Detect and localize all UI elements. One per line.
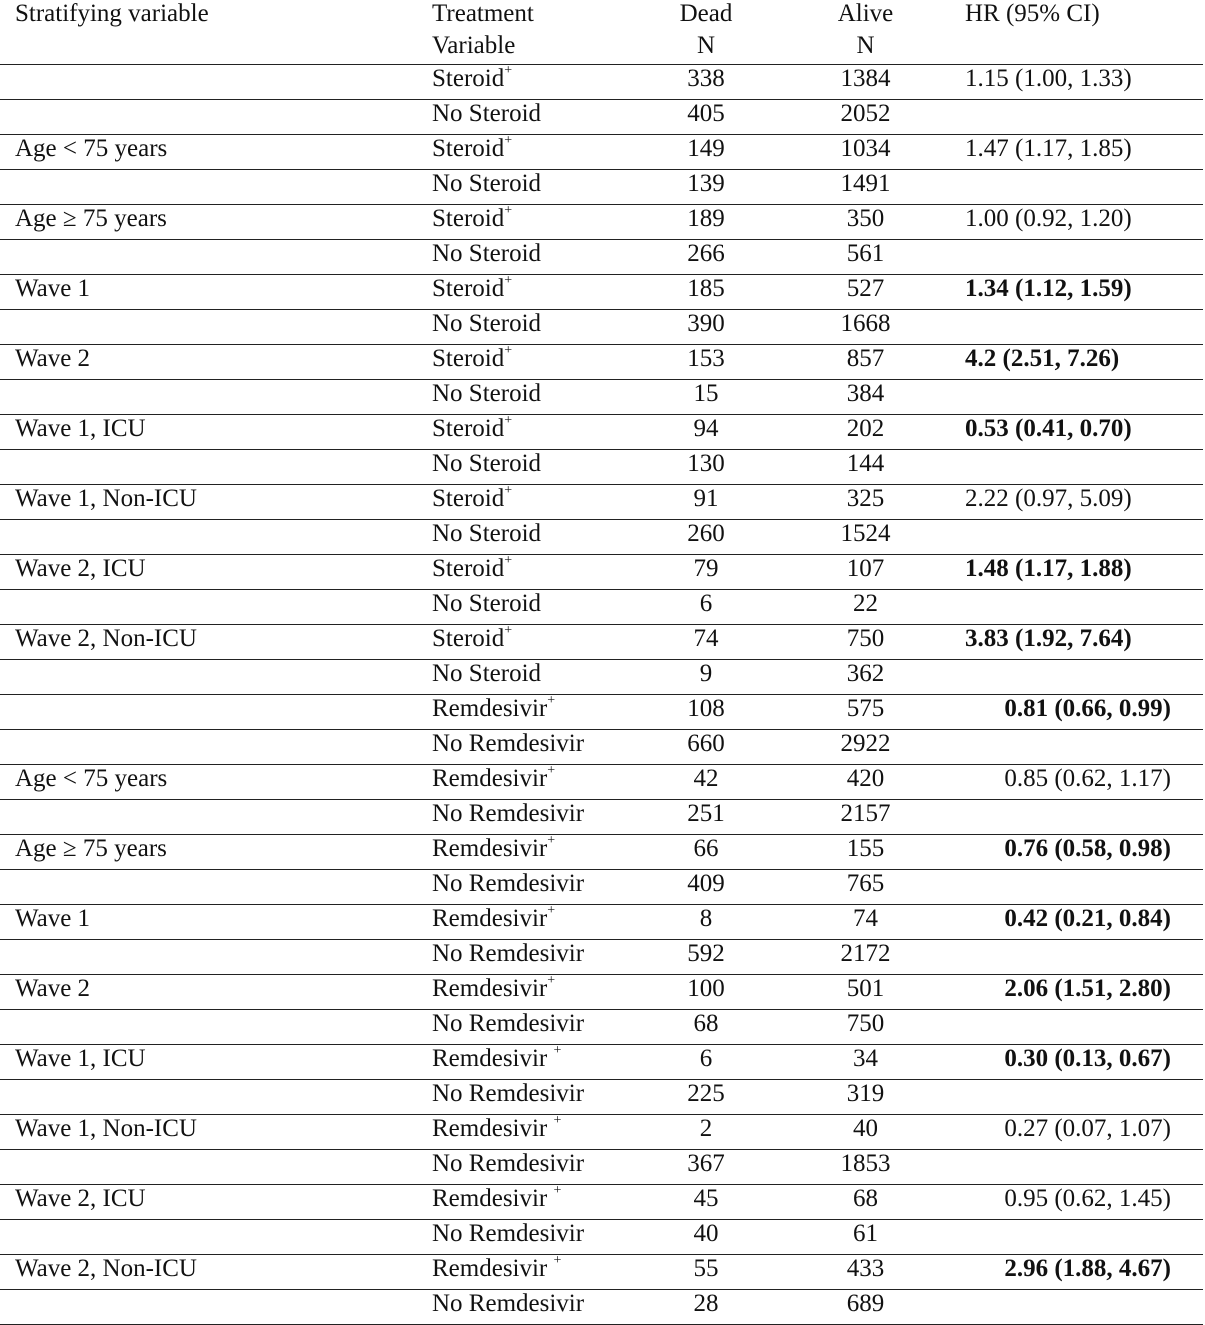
- alive-count-cell: 420: [769, 765, 962, 800]
- stratifying-variable-cell: Age < 75 years: [0, 135, 432, 170]
- treatment-variable-cell: [432, 1255, 643, 1290]
- treatment-superscript: +: [504, 134, 513, 148]
- alive-count-cell: 1524: [769, 520, 962, 555]
- hazard-ratio-cell: 1.15 (1.00, 1.33): [962, 65, 1203, 100]
- hazard-ratio-cell: [962, 1080, 1203, 1115]
- dead-count-cell: 130: [643, 450, 769, 485]
- header-hazard-ratio: HR (95% CI): [965, 0, 1100, 27]
- treatment-name: Steroid: [432, 485, 505, 512]
- dead-count-cell: 149: [643, 135, 769, 170]
- hazard-ratio-cell: 2.22 (0.97, 5.09): [962, 485, 1203, 520]
- treatment-variable-cell: [432, 1290, 643, 1325]
- alive-count-cell: 1853: [769, 1150, 962, 1185]
- alive-count-cell: 68: [769, 1185, 962, 1220]
- treatment-superscript: +: [504, 414, 513, 428]
- treatment-name: No Remdesivir: [432, 730, 585, 757]
- table-body: [0, 65, 1203, 1325]
- alive-count-cell: 2172: [769, 940, 962, 975]
- dead-count-cell: 405: [643, 100, 769, 135]
- treatment-superscript: +: [504, 274, 513, 288]
- hazard-ratio-cell: [962, 380, 1203, 415]
- dead-count-cell: 68: [643, 1010, 769, 1045]
- hazard-ratio-cell: [962, 800, 1203, 835]
- table-row: [0, 1080, 1203, 1115]
- stratifying-variable-cell: Wave 1, ICU: [0, 1045, 432, 1080]
- alive-count-cell: 40: [769, 1115, 962, 1150]
- hazard-ratio-cell: [962, 1010, 1203, 1045]
- dead-count-cell: 94: [643, 415, 769, 450]
- treatment-superscript: +: [553, 1044, 562, 1058]
- alive-count-cell: 155: [769, 835, 962, 870]
- treatment-name: Steroid: [432, 205, 505, 232]
- treatment-name: Remdesivir: [432, 905, 548, 932]
- table-row: [0, 695, 1203, 730]
- treatment-variable-cell: [432, 590, 643, 625]
- stratifying-variable-cell: [0, 940, 432, 975]
- stratifying-variable-cell: [0, 695, 432, 730]
- stratifying-variable-cell: [0, 590, 432, 625]
- dead-count-cell: 74: [643, 625, 769, 660]
- table-row: [0, 730, 1203, 765]
- dead-count-cell: 100: [643, 975, 769, 1010]
- treatment-name: No Remdesivir: [432, 1080, 585, 1107]
- treatment-variable-cell: [432, 975, 643, 1010]
- table-row: [0, 835, 1203, 870]
- table-header: [0, 0, 1203, 65]
- hazard-ratio-cell: 0.76 (0.58, 0.98): [962, 835, 1203, 870]
- dead-count-cell: 260: [643, 520, 769, 555]
- treatment-superscript: +: [504, 484, 513, 498]
- stratifying-variable-cell: [0, 520, 432, 555]
- table-row: [0, 65, 1203, 100]
- treatment-name: Steroid: [432, 135, 505, 162]
- treatment-variable-cell: [432, 800, 643, 835]
- treatment-name: No Remdesivir: [432, 800, 585, 827]
- alive-count-cell: 527: [769, 275, 962, 310]
- treatment-variable-cell: [432, 100, 643, 135]
- hazard-ratio-cell: 3.83 (1.92, 7.64): [962, 625, 1203, 660]
- table-row: [0, 800, 1203, 835]
- treatment-name: Steroid: [432, 625, 505, 652]
- hazard-ratio-cell: [962, 520, 1203, 555]
- stratifying-variable-cell: Wave 2, Non-ICU: [0, 1255, 432, 1290]
- treatment-name: No Remdesivir: [432, 870, 585, 897]
- table-row: [0, 275, 1203, 310]
- dead-count-cell: 2: [643, 1115, 769, 1150]
- dead-count-cell: 55: [643, 1255, 769, 1290]
- header-empty-cell: [0, 32, 432, 65]
- treatment-superscript: +: [504, 624, 513, 638]
- alive-count-cell: 765: [769, 870, 962, 905]
- treatment-name: Steroid: [432, 65, 505, 92]
- stratifying-variable-cell: [0, 730, 432, 765]
- treatment-variable-cell: [432, 1080, 643, 1115]
- hazard-ratio-cell: [962, 870, 1203, 905]
- table-row: [0, 1220, 1203, 1255]
- treatment-variable-cell: [432, 170, 643, 205]
- hazard-ratio-cell: [962, 170, 1203, 205]
- table-row: [0, 100, 1203, 135]
- table-row: [0, 1255, 1203, 1290]
- stratifying-variable-cell: [0, 65, 432, 100]
- header-stratifying-variable: Stratifying variable: [15, 0, 209, 27]
- table-row: [0, 1290, 1203, 1325]
- stratifying-variable-cell: Age < 75 years: [0, 765, 432, 800]
- header-treatment-variable-line1: Treatment: [432, 0, 534, 27]
- header-empty-cell: [962, 32, 1203, 65]
- treatment-superscript: +: [547, 694, 556, 708]
- treatment-superscript: +: [504, 554, 513, 568]
- stratifying-variable-cell: Wave 2: [0, 345, 432, 380]
- stratifying-variable-cell: Wave 1: [0, 275, 432, 310]
- treatment-name: No Steroid: [432, 590, 542, 617]
- alive-count-cell: 22: [769, 590, 962, 625]
- table-row: [0, 660, 1203, 695]
- dead-count-cell: 6: [643, 590, 769, 625]
- treatment-variable-cell: [432, 940, 643, 975]
- treatment-name: No Remdesivir: [432, 940, 585, 967]
- treatment-variable-cell: [432, 625, 643, 660]
- treatment-name: Remdesivir: [432, 1185, 554, 1212]
- header-alive-line2: N: [769, 32, 962, 65]
- treatment-variable-cell: [432, 870, 643, 905]
- treatment-variable-cell: [432, 660, 643, 695]
- treatment-superscript: +: [547, 764, 556, 778]
- table-row: [0, 485, 1203, 520]
- table-row: [0, 555, 1203, 590]
- dead-count-cell: 8: [643, 905, 769, 940]
- stratifying-variable-cell: [0, 1150, 432, 1185]
- treatment-variable-cell: [432, 1185, 643, 1220]
- table-row: [0, 205, 1203, 240]
- hazard-ratio-cell: 1.48 (1.17, 1.88): [962, 555, 1203, 590]
- alive-count-cell: 1491: [769, 170, 962, 205]
- alive-count-cell: 319: [769, 1080, 962, 1115]
- stratifying-variable-cell: Wave 2, ICU: [0, 1185, 432, 1220]
- stratifying-variable-cell: [0, 170, 432, 205]
- alive-count-cell: 107: [769, 555, 962, 590]
- treatment-name: Remdesivir: [432, 765, 548, 792]
- alive-count-cell: 575: [769, 695, 962, 730]
- treatment-name: Remdesivir: [432, 835, 548, 862]
- treatment-variable-cell: [432, 905, 643, 940]
- alive-count-cell: 750: [769, 1010, 962, 1045]
- alive-count-cell: 857: [769, 345, 962, 380]
- treatment-name: No Steroid: [432, 310, 542, 337]
- table-row: [0, 170, 1203, 205]
- hazard-ratio-cell: 1.47 (1.17, 1.85): [962, 135, 1203, 170]
- dead-count-cell: 139: [643, 170, 769, 205]
- treatment-name: No Steroid: [432, 520, 542, 547]
- dead-count-cell: 40: [643, 1220, 769, 1255]
- table-row: [0, 1115, 1203, 1150]
- treatment-variable-cell: [432, 1045, 643, 1080]
- treatment-superscript: +: [504, 344, 513, 358]
- treatment-name: Remdesivir: [432, 975, 548, 1002]
- hazard-ratio-cell: [962, 100, 1203, 135]
- table-row: [0, 975, 1203, 1010]
- stratifying-variable-cell: [0, 1290, 432, 1325]
- dead-count-cell: 225: [643, 1080, 769, 1115]
- alive-count-cell: 144: [769, 450, 962, 485]
- alive-count-cell: 34: [769, 1045, 962, 1080]
- treatment-variable-cell: [432, 1115, 643, 1150]
- treatment-name: Steroid: [432, 415, 505, 442]
- hazard-ratio-cell: [962, 310, 1203, 345]
- treatment-superscript: +: [504, 204, 513, 218]
- header-row-bottom: [0, 32, 1203, 65]
- hazard-ratio-cell: 0.53 (0.41, 0.70): [962, 415, 1203, 450]
- treatment-name: No Steroid: [432, 100, 542, 127]
- hazard-ratio-cell: 0.85 (0.62, 1.17): [962, 765, 1203, 800]
- table-row: [0, 345, 1203, 380]
- alive-count-cell: 325: [769, 485, 962, 520]
- treatment-variable-cell: [432, 485, 643, 520]
- treatment-variable-cell: [432, 765, 643, 800]
- stratifying-variable-cell: Wave 1, Non-ICU: [0, 485, 432, 520]
- treatment-variable-cell: [432, 415, 643, 450]
- table-row: [0, 415, 1203, 450]
- table-row: [0, 520, 1203, 555]
- stratifying-variable-cell: [0, 240, 432, 275]
- stratifying-variable-cell: Wave 1, ICU: [0, 415, 432, 450]
- stratifying-variable-cell: [0, 1220, 432, 1255]
- table-row: [0, 870, 1203, 905]
- dead-count-cell: 66: [643, 835, 769, 870]
- header-row-top: [0, 0, 1203, 32]
- table-row: [0, 625, 1203, 660]
- hazard-ratio-cell: [962, 1290, 1203, 1325]
- hazard-ratio-cell: [962, 660, 1203, 695]
- stratifying-variable-cell: [0, 310, 432, 345]
- header-dead-line2: N: [643, 32, 769, 65]
- treatment-superscript: +: [553, 1254, 562, 1268]
- alive-count-cell: 433: [769, 1255, 962, 1290]
- treatment-name: No Remdesivir: [432, 1290, 585, 1317]
- dead-count-cell: 592: [643, 940, 769, 975]
- stratifying-variable-cell: Wave 2: [0, 975, 432, 1010]
- hazard-ratio-cell: [962, 1220, 1203, 1255]
- treatment-variable-cell: [432, 555, 643, 590]
- hazard-ratio-cell: 1.00 (0.92, 1.20): [962, 205, 1203, 240]
- dead-count-cell: 153: [643, 345, 769, 380]
- hazard-ratio-cell: 1.34 (1.12, 1.59): [962, 275, 1203, 310]
- header-dead-line1: Dead: [679, 0, 733, 27]
- dead-count-cell: 367: [643, 1150, 769, 1185]
- hazard-ratio-cell: [962, 450, 1203, 485]
- treatment-variable-cell: [432, 1150, 643, 1185]
- hazard-ratio-cell: [962, 730, 1203, 765]
- alive-count-cell: 689: [769, 1290, 962, 1325]
- treatment-name: No Steroid: [432, 240, 542, 267]
- hazard-ratio-cell: 2.06 (1.51, 2.80): [962, 975, 1203, 1010]
- treatment-variable-cell: [432, 380, 643, 415]
- alive-count-cell: 2157: [769, 800, 962, 835]
- table-row: [0, 1185, 1203, 1220]
- hazard-ratio-cell: 0.81 (0.66, 0.99): [962, 695, 1203, 730]
- treatment-variable-cell: [432, 275, 643, 310]
- dead-count-cell: 42: [643, 765, 769, 800]
- dead-count-cell: 185: [643, 275, 769, 310]
- table-row: [0, 1010, 1203, 1045]
- table-row: [0, 450, 1203, 485]
- stratifying-variable-cell: Wave 1: [0, 905, 432, 940]
- dead-count-cell: 338: [643, 65, 769, 100]
- alive-count-cell: 1384: [769, 65, 962, 100]
- treatment-variable-cell: [432, 730, 643, 765]
- table-row: [0, 765, 1203, 800]
- table-row: [0, 905, 1203, 940]
- treatment-name: Steroid: [432, 345, 505, 372]
- alive-count-cell: 1034: [769, 135, 962, 170]
- treatment-variable-cell: [432, 450, 643, 485]
- treatment-superscript: +: [547, 834, 556, 848]
- table-row: [0, 1045, 1203, 1080]
- dead-count-cell: 660: [643, 730, 769, 765]
- stratifying-variable-cell: [0, 100, 432, 135]
- treatment-name: Remdesivir: [432, 1045, 554, 1072]
- treatment-name: Remdesivir: [432, 695, 548, 722]
- dead-count-cell: 409: [643, 870, 769, 905]
- dead-count-cell: 266: [643, 240, 769, 275]
- header-treatment-variable-line2: Variable: [432, 32, 643, 65]
- dead-count-cell: 6: [643, 1045, 769, 1080]
- treatment-name: No Remdesivir: [432, 1220, 585, 1247]
- stratifying-variable-cell: Wave 2, Non-ICU: [0, 625, 432, 660]
- treatment-variable-cell: [432, 1010, 643, 1045]
- dead-count-cell: 108: [643, 695, 769, 730]
- alive-count-cell: 2922: [769, 730, 962, 765]
- alive-count-cell: 1668: [769, 310, 962, 345]
- treatment-variable-cell: [432, 135, 643, 170]
- alive-count-cell: 561: [769, 240, 962, 275]
- stratifying-variable-cell: [0, 660, 432, 695]
- hazard-ratio-cell: [962, 240, 1203, 275]
- stratifying-variable-cell: [0, 870, 432, 905]
- dead-count-cell: 91: [643, 485, 769, 520]
- table-row: [0, 940, 1203, 975]
- hazard-ratio-cell: 0.27 (0.07, 1.07): [962, 1115, 1203, 1150]
- table-row: [0, 310, 1203, 345]
- treatment-variable-cell: [432, 835, 643, 870]
- hazard-ratio-cell: 0.42 (0.21, 0.84): [962, 905, 1203, 940]
- treatment-name: No Remdesivir: [432, 1150, 585, 1177]
- table-row: [0, 1150, 1203, 1185]
- hazard-ratio-cell: [962, 940, 1203, 975]
- dead-count-cell: 390: [643, 310, 769, 345]
- hazard-ratio-cell: 0.95 (0.62, 1.45): [962, 1185, 1203, 1220]
- stratifying-variable-cell: [0, 800, 432, 835]
- stratifying-variable-cell: [0, 380, 432, 415]
- dead-count-cell: 251: [643, 800, 769, 835]
- dead-count-cell: 189: [643, 205, 769, 240]
- table-row: [0, 380, 1203, 415]
- stratifying-variable-cell: Age ≥ 75 years: [0, 205, 432, 240]
- header-alive-line1: Alive: [837, 0, 894, 27]
- hazard-ratio-cell: [962, 590, 1203, 625]
- treatment-superscript: +: [504, 64, 513, 78]
- dead-count-cell: 28: [643, 1290, 769, 1325]
- table-row: [0, 240, 1203, 275]
- treatment-name: Steroid: [432, 275, 505, 302]
- alive-count-cell: 61: [769, 1220, 962, 1255]
- stratifying-variable-cell: [0, 1010, 432, 1045]
- treatment-variable-cell: [432, 695, 643, 730]
- treatment-variable-cell: [432, 310, 643, 345]
- treatment-name: No Steroid: [432, 660, 542, 687]
- treatment-name: No Remdesivir: [432, 1010, 585, 1037]
- alive-count-cell: 2052: [769, 100, 962, 135]
- treatment-name: No Steroid: [432, 450, 542, 477]
- treatment-name: No Steroid: [432, 170, 542, 197]
- alive-count-cell: 202: [769, 415, 962, 450]
- hazard-ratio-cell: 0.30 (0.13, 0.67): [962, 1045, 1203, 1080]
- alive-count-cell: 384: [769, 380, 962, 415]
- hazard-ratio-cell: 2.96 (1.88, 4.67): [962, 1255, 1203, 1290]
- treatment-variable-cell: [432, 205, 643, 240]
- dead-count-cell: 9: [643, 660, 769, 695]
- treatment-superscript: +: [547, 904, 556, 918]
- stratifying-variable-cell: [0, 1080, 432, 1115]
- stratifying-variable-cell: Wave 2, ICU: [0, 555, 432, 590]
- treatment-variable-cell: [432, 520, 643, 555]
- treatment-superscript: +: [553, 1114, 562, 1128]
- stratifying-variable-cell: [0, 450, 432, 485]
- treatment-name: Remdesivir: [432, 1115, 554, 1142]
- stratifying-variable-cell: Age ≥ 75 years: [0, 835, 432, 870]
- dead-count-cell: 45: [643, 1185, 769, 1220]
- dead-count-cell: 79: [643, 555, 769, 590]
- treatment-variable-cell: [432, 65, 643, 100]
- treatment-name: No Steroid: [432, 380, 542, 407]
- treatment-variable-cell: [432, 1220, 643, 1255]
- alive-count-cell: 362: [769, 660, 962, 695]
- table-row: [0, 590, 1203, 625]
- alive-count-cell: 74: [769, 905, 962, 940]
- table-row: [0, 135, 1203, 170]
- hazard-ratio-cell: [962, 1150, 1203, 1185]
- treatment-name: Remdesivir: [432, 1255, 554, 1282]
- treatment-superscript: +: [553, 1184, 562, 1198]
- treatment-name: Steroid: [432, 555, 505, 582]
- hazard-ratio-cell: 4.2 (2.51, 7.26): [962, 345, 1203, 380]
- alive-count-cell: 501: [769, 975, 962, 1010]
- alive-count-cell: 350: [769, 205, 962, 240]
- treatment-variable-cell: [432, 345, 643, 380]
- alive-count-cell: 750: [769, 625, 962, 660]
- dead-count-cell: 15: [643, 380, 769, 415]
- treatment-superscript: +: [547, 974, 556, 988]
- treatment-variable-cell: [432, 240, 643, 275]
- stratifying-variable-cell: Wave 1, Non-ICU: [0, 1115, 432, 1150]
